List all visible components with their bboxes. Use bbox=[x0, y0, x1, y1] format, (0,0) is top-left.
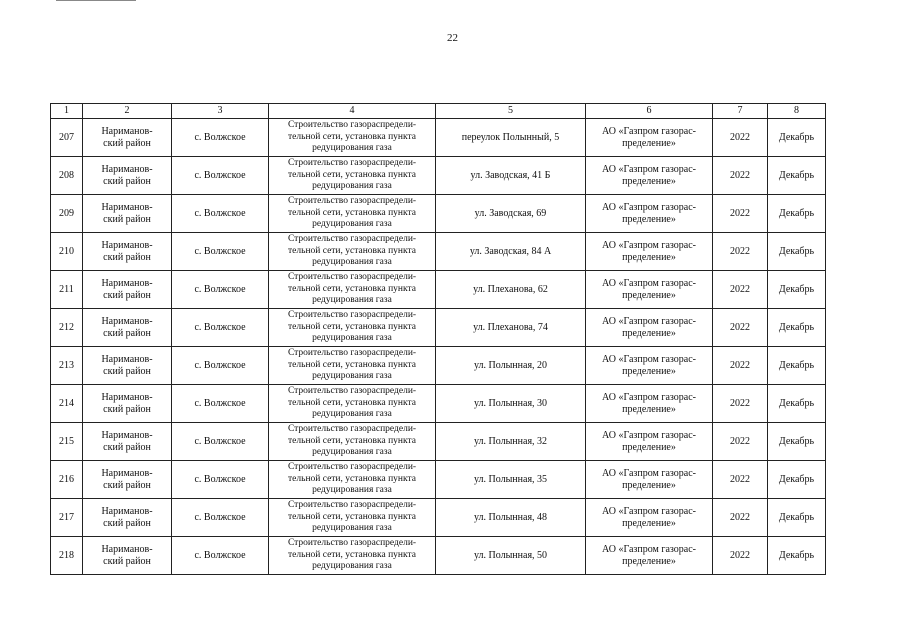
row-number-cell: 214 bbox=[51, 385, 83, 423]
work-description-cell-line: редуцирования газа bbox=[312, 295, 392, 306]
row-number-cell: 207 bbox=[51, 119, 83, 157]
work-description-cell bbox=[269, 157, 436, 195]
organization-cell bbox=[586, 119, 713, 157]
work-description-cell-line: тельной сети, установка пункта bbox=[288, 473, 416, 484]
work-description-cell-line: редуцирования газа bbox=[312, 485, 392, 496]
month-cell: Декабрь bbox=[768, 195, 826, 233]
month-cell: Декабрь bbox=[768, 423, 826, 461]
organization-cell-line: пределение» bbox=[622, 441, 676, 453]
work-description-cell-line: тельной сети, установка пункта bbox=[288, 169, 416, 180]
work-description-cell-line: редуцирования газа bbox=[312, 181, 392, 192]
organization-cell bbox=[586, 499, 713, 537]
settlement-cell: с. Волжское bbox=[172, 423, 269, 461]
organization-cell-line: АО «Газпром газорас- bbox=[602, 543, 696, 555]
organization-cell-line: пределение» bbox=[622, 137, 676, 149]
year-cell: 2022 bbox=[713, 347, 768, 385]
table-row bbox=[51, 119, 826, 157]
organization-cell bbox=[586, 271, 713, 309]
row-number-cell: 217 bbox=[51, 499, 83, 537]
organization-cell-line: АО «Газпром газорас- bbox=[602, 239, 696, 251]
work-description-cell bbox=[269, 271, 436, 309]
work-description-cell bbox=[269, 385, 436, 423]
organization-cell-line: пределение» bbox=[622, 479, 676, 491]
month-cell: Декабрь bbox=[768, 233, 826, 271]
organization-cell-line: пределение» bbox=[622, 517, 676, 529]
table-row bbox=[51, 461, 826, 499]
organization-cell bbox=[586, 309, 713, 347]
year-cell: 2022 bbox=[713, 119, 768, 157]
work-description-cell bbox=[269, 461, 436, 499]
address-cell: ул. Плеханова, 62 bbox=[436, 271, 586, 309]
organization-cell-line: АО «Газпром газорас- bbox=[602, 391, 696, 403]
work-description-cell-line: Строительство газораспредели- bbox=[287, 120, 417, 131]
organization-cell-line: АО «Газпром газорас- bbox=[602, 277, 696, 289]
address-cell: ул. Заводская, 84 А bbox=[436, 233, 586, 271]
settlement-cell: с. Волжское bbox=[172, 347, 269, 385]
organization-cell bbox=[586, 423, 713, 461]
work-description-cell-line: редуцирования газа bbox=[312, 409, 392, 420]
district-cell bbox=[83, 157, 172, 195]
district-cell-line: Нариманов- bbox=[101, 277, 153, 289]
district-cell-line: Нариманов- bbox=[101, 429, 153, 441]
organization-cell bbox=[586, 347, 713, 385]
table-row bbox=[51, 157, 826, 195]
settlement-cell: с. Волжское bbox=[172, 271, 269, 309]
column-header: 2 bbox=[83, 104, 172, 119]
work-description-cell bbox=[269, 233, 436, 271]
work-description-cell-line: тельной сети, установка пункта bbox=[288, 283, 416, 294]
work-description-cell bbox=[269, 499, 436, 537]
organization-cell bbox=[586, 537, 713, 575]
work-description-cell-line: редуцирования газа bbox=[312, 447, 392, 458]
month-cell: Декабрь bbox=[768, 271, 826, 309]
year-cell: 2022 bbox=[713, 423, 768, 461]
work-description-cell-line: тельной сети, установка пункта bbox=[288, 511, 416, 522]
address-cell: ул. Полынная, 20 bbox=[436, 347, 586, 385]
page-number: 22 bbox=[447, 32, 458, 44]
settlement-cell: с. Волжское bbox=[172, 537, 269, 575]
organization-cell-line: АО «Газпром газорас- bbox=[602, 467, 696, 479]
organization-cell-line: пределение» bbox=[622, 251, 676, 263]
district-cell-line: ский район bbox=[103, 213, 151, 225]
organization-cell-line: пределение» bbox=[622, 289, 676, 301]
district-cell-line: ский район bbox=[103, 137, 151, 149]
table-header-row bbox=[51, 104, 826, 119]
year-cell: 2022 bbox=[713, 233, 768, 271]
settlement-cell: с. Волжское bbox=[172, 233, 269, 271]
organization-cell bbox=[586, 233, 713, 271]
district-cell bbox=[83, 423, 172, 461]
month-cell: Декабрь bbox=[768, 157, 826, 195]
organization-cell-line: пределение» bbox=[622, 555, 676, 567]
table-row bbox=[51, 537, 826, 575]
organization-cell-line: пределение» bbox=[622, 403, 676, 415]
year-cell: 2022 bbox=[713, 461, 768, 499]
district-cell bbox=[83, 309, 172, 347]
district-cell-line: ский район bbox=[103, 175, 151, 187]
organization-cell-line: АО «Газпром газорас- bbox=[602, 429, 696, 441]
work-description-cell-line: редуцирования газа bbox=[312, 219, 392, 230]
settlement-cell: с. Волжское bbox=[172, 119, 269, 157]
address-cell: переулок Полынный, 5 bbox=[436, 119, 586, 157]
row-number-cell: 210 bbox=[51, 233, 83, 271]
organization-cell-line: пределение» bbox=[622, 365, 676, 377]
organization-cell-line: АО «Газпром газорас- bbox=[602, 163, 696, 175]
work-description-cell bbox=[269, 195, 436, 233]
column-header: 6 bbox=[586, 104, 713, 119]
address-cell: ул. Полынная, 35 bbox=[436, 461, 586, 499]
work-description-cell-line: Строительство газораспредели- bbox=[287, 462, 417, 473]
work-description-cell-line: тельной сети, установка пункта bbox=[288, 131, 416, 142]
settlement-cell: с. Волжское bbox=[172, 195, 269, 233]
settlement-cell: с. Волжское bbox=[172, 461, 269, 499]
column-header: 5 bbox=[436, 104, 586, 119]
year-cell: 2022 bbox=[713, 271, 768, 309]
work-description-cell-line: редуцирования газа bbox=[312, 333, 392, 344]
work-description-cell-line: Строительство газораспредели- bbox=[287, 272, 417, 283]
column-header: 4 bbox=[269, 104, 436, 119]
column-header: 3 bbox=[172, 104, 269, 119]
year-cell: 2022 bbox=[713, 537, 768, 575]
work-description-cell-line: Строительство газораспредели- bbox=[287, 500, 417, 511]
table-row bbox=[51, 385, 826, 423]
work-description-cell-line: тельной сети, установка пункта bbox=[288, 435, 416, 446]
district-cell-line: ский район bbox=[103, 403, 151, 415]
row-number-cell: 213 bbox=[51, 347, 83, 385]
year-cell: 2022 bbox=[713, 499, 768, 537]
row-number-cell: 216 bbox=[51, 461, 83, 499]
month-cell: Декабрь bbox=[768, 385, 826, 423]
district-cell bbox=[83, 119, 172, 157]
district-cell-line: Нариманов- bbox=[101, 201, 153, 213]
work-description-cell-line: редуцирования газа bbox=[312, 257, 392, 268]
row-number-cell: 218 bbox=[51, 537, 83, 575]
row-number-cell: 212 bbox=[51, 309, 83, 347]
table-body bbox=[51, 104, 826, 575]
row-number-cell: 215 bbox=[51, 423, 83, 461]
district-cell-line: ский район bbox=[103, 289, 151, 301]
work-description-cell-line: тельной сети, установка пункта bbox=[288, 207, 416, 218]
column-header: 7 bbox=[713, 104, 768, 119]
district-cell bbox=[83, 271, 172, 309]
organization-cell-line: АО «Газпром газорас- bbox=[602, 315, 696, 327]
work-description-cell bbox=[269, 347, 436, 385]
column-header: 8 bbox=[768, 104, 826, 119]
district-cell-line: ский район bbox=[103, 441, 151, 453]
table-row bbox=[51, 233, 826, 271]
work-description-cell-line: Строительство газораспредели- bbox=[287, 310, 417, 321]
organization-cell-line: АО «Газпром газорас- bbox=[602, 353, 696, 365]
work-description-cell-line: тельной сети, установка пункта bbox=[288, 245, 416, 256]
work-description-cell-line: редуцирования газа bbox=[312, 371, 392, 382]
table-row bbox=[51, 309, 826, 347]
row-number-cell: 211 bbox=[51, 271, 83, 309]
organization-cell-line: пределение» bbox=[622, 175, 676, 187]
scan-artifact-line bbox=[56, 0, 136, 1]
settlement-cell: с. Волжское bbox=[172, 157, 269, 195]
work-description-cell-line: редуцирования газа bbox=[312, 143, 392, 154]
district-cell-line: ский район bbox=[103, 327, 151, 339]
settlement-cell: с. Волжское bbox=[172, 499, 269, 537]
work-description-cell bbox=[269, 119, 436, 157]
district-cell-line: Нариманов- bbox=[101, 125, 153, 137]
organization-cell bbox=[586, 157, 713, 195]
work-description-cell-line: тельной сети, установка пункта bbox=[288, 321, 416, 332]
organization-cell-line: АО «Газпром газорас- bbox=[602, 201, 696, 213]
district-cell-line: Нариманов- bbox=[101, 315, 153, 327]
district-cell bbox=[83, 195, 172, 233]
work-description-cell-line: тельной сети, установка пункта bbox=[288, 397, 416, 408]
work-description-cell-line: Строительство газораспредели- bbox=[287, 234, 417, 245]
address-cell: ул. Плеханова, 74 bbox=[436, 309, 586, 347]
organization-cell-line: пределение» bbox=[622, 213, 676, 225]
work-description-cell-line: редуцирования газа bbox=[312, 523, 392, 534]
month-cell: Декабрь bbox=[768, 461, 826, 499]
settlement-cell: с. Волжское bbox=[172, 385, 269, 423]
table-row bbox=[51, 271, 826, 309]
organization-cell-line: пределение» bbox=[622, 327, 676, 339]
table-row bbox=[51, 423, 826, 461]
district-cell-line: Нариманов- bbox=[101, 505, 153, 517]
schedule-table bbox=[50, 103, 826, 575]
month-cell: Декабрь bbox=[768, 537, 826, 575]
district-cell bbox=[83, 385, 172, 423]
address-cell: ул. Полынная, 50 bbox=[436, 537, 586, 575]
address-cell: ул. Полынная, 32 bbox=[436, 423, 586, 461]
district-cell-line: Нариманов- bbox=[101, 239, 153, 251]
district-cell-line: ский район bbox=[103, 479, 151, 491]
district-cell bbox=[83, 347, 172, 385]
column-header: 1 bbox=[51, 104, 83, 119]
district-cell-line: ский район bbox=[103, 517, 151, 529]
organization-cell-line: АО «Газпром газорас- bbox=[602, 125, 696, 137]
work-description-cell-line: тельной сети, установка пункта bbox=[288, 359, 416, 370]
work-description-cell-line: Строительство газораспредели- bbox=[287, 386, 417, 397]
district-cell bbox=[83, 499, 172, 537]
table-row bbox=[51, 347, 826, 385]
settlement-cell: с. Волжское bbox=[172, 309, 269, 347]
work-description-cell-line: Строительство газораспредели- bbox=[287, 424, 417, 435]
work-description-cell-line: Строительство газораспредели- bbox=[287, 158, 417, 169]
district-cell-line: ский район bbox=[103, 251, 151, 263]
district-cell bbox=[83, 461, 172, 499]
year-cell: 2022 bbox=[713, 157, 768, 195]
district-cell-line: ский район bbox=[103, 365, 151, 377]
work-description-cell-line: Строительство газораспредели- bbox=[287, 538, 417, 549]
work-description-cell-line: редуцирования газа bbox=[312, 561, 392, 572]
row-number-cell: 208 bbox=[51, 157, 83, 195]
month-cell: Декабрь bbox=[768, 309, 826, 347]
district-cell-line: Нариманов- bbox=[101, 353, 153, 365]
month-cell: Декабрь bbox=[768, 347, 826, 385]
district-cell-line: Нариманов- bbox=[101, 163, 153, 175]
address-cell: ул. Заводская, 69 bbox=[436, 195, 586, 233]
address-cell: ул. Полынная, 48 bbox=[436, 499, 586, 537]
year-cell: 2022 bbox=[713, 385, 768, 423]
work-description-cell bbox=[269, 423, 436, 461]
organization-cell-line: АО «Газпром газорас- bbox=[602, 505, 696, 517]
work-description-cell bbox=[269, 537, 436, 575]
month-cell: Декабрь bbox=[768, 499, 826, 537]
year-cell: 2022 bbox=[713, 195, 768, 233]
month-cell: Декабрь bbox=[768, 119, 826, 157]
district-cell-line: Нариманов- bbox=[101, 543, 153, 555]
year-cell: 2022 bbox=[713, 309, 768, 347]
district-cell-line: Нариманов- bbox=[101, 467, 153, 479]
district-cell-line: ский район bbox=[103, 555, 151, 567]
organization-cell bbox=[586, 461, 713, 499]
table-row bbox=[51, 499, 826, 537]
work-description-cell-line: тельной сети, установка пункта bbox=[288, 549, 416, 560]
work-description-cell bbox=[269, 309, 436, 347]
district-cell bbox=[83, 233, 172, 271]
organization-cell bbox=[586, 385, 713, 423]
work-description-cell-line: Строительство газораспредели- bbox=[287, 196, 417, 207]
district-cell bbox=[83, 537, 172, 575]
organization-cell bbox=[586, 195, 713, 233]
work-description-cell-line: Строительство газораспредели- bbox=[287, 348, 417, 359]
address-cell: ул. Заводская, 41 Б bbox=[436, 157, 586, 195]
table-row bbox=[51, 195, 826, 233]
address-cell: ул. Полынная, 30 bbox=[436, 385, 586, 423]
row-number-cell: 209 bbox=[51, 195, 83, 233]
district-cell-line: Нариманов- bbox=[101, 391, 153, 403]
